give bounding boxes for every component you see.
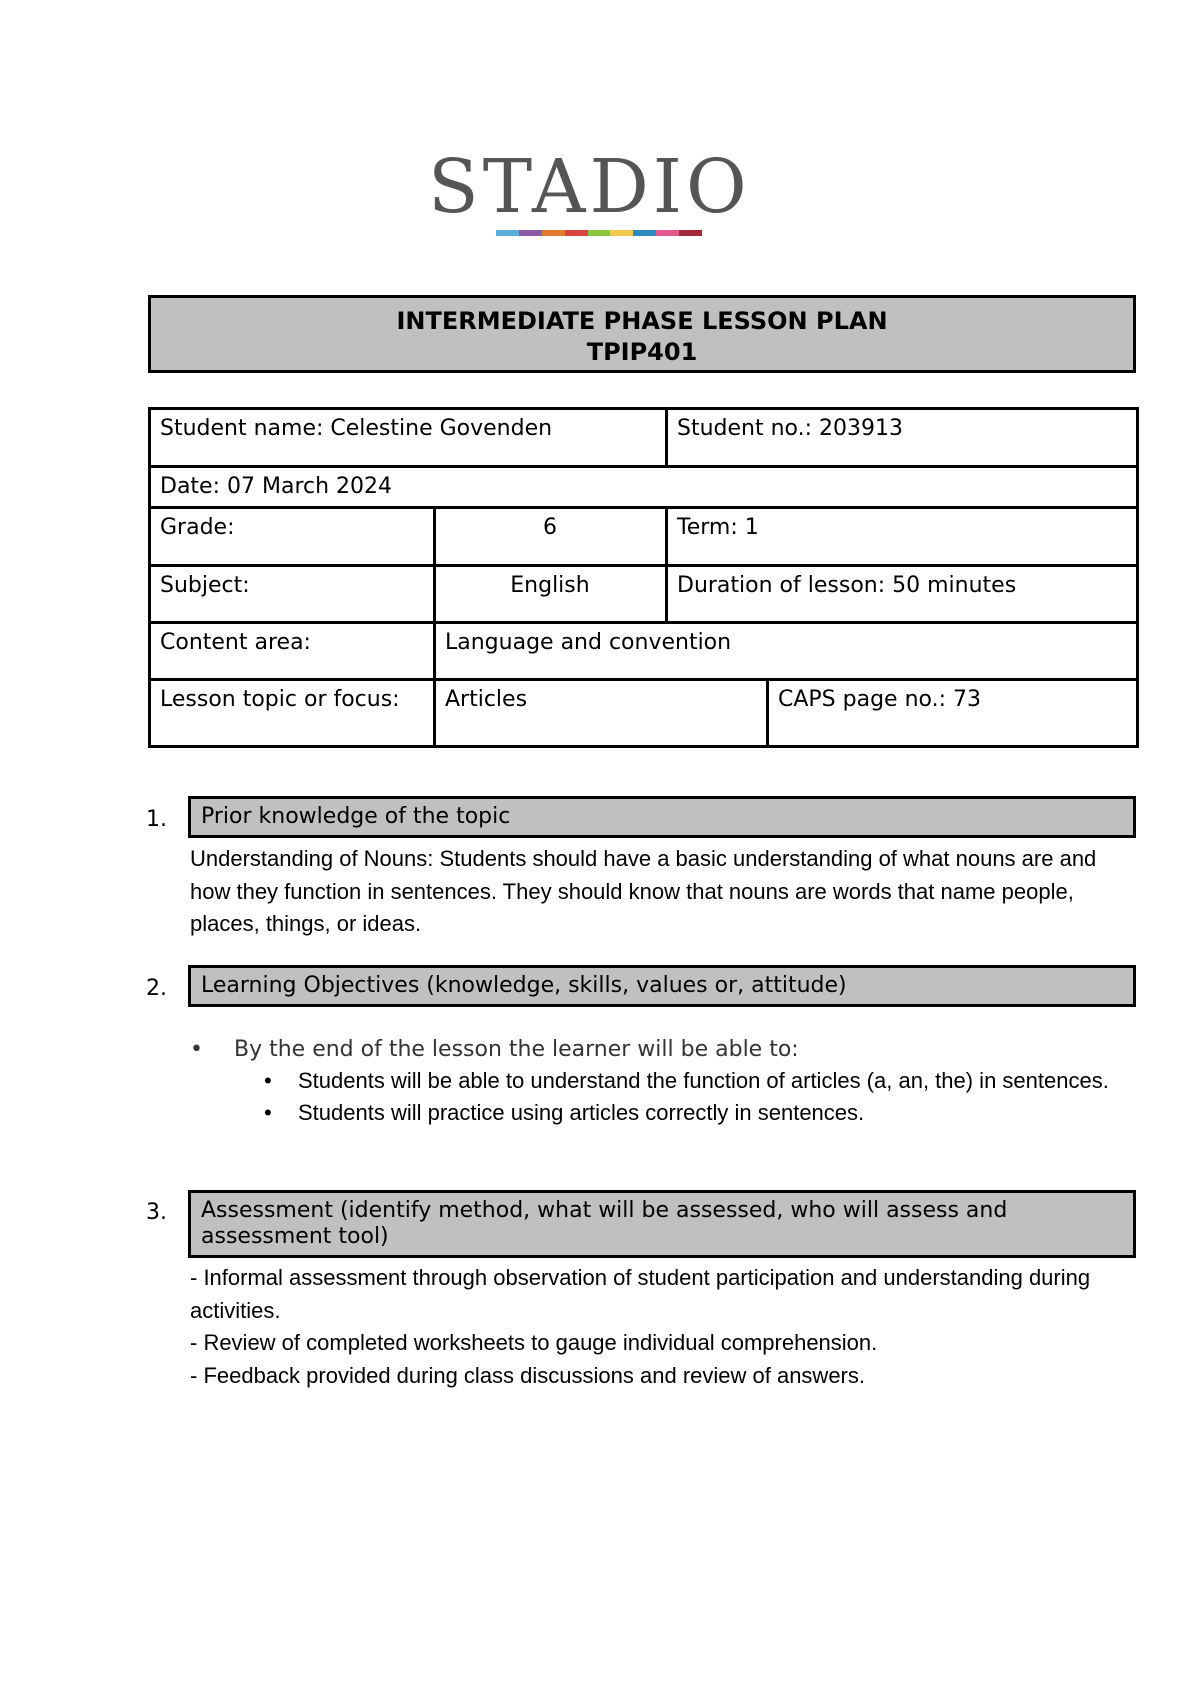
content-area-value: Language and convention xyxy=(435,623,1138,680)
duration-cell: Duration of lesson: 50 minutes xyxy=(667,566,1138,623)
lesson-topic-label: Lesson topic or focus: xyxy=(150,680,435,747)
assessment-line: - Review of completed worksheets to gauge individual comprehension. xyxy=(190,1330,878,1355)
logo-bar-segment xyxy=(519,230,542,236)
assessment-line: - Feedback provided during class discussions and review of answers. xyxy=(190,1362,865,1388)
logo-wordmark: STADIO xyxy=(428,144,751,230)
grade-value: 6 xyxy=(435,508,667,566)
document-title: INTERMEDIATE PHASE LESSON PLAN xyxy=(396,307,888,335)
lesson-topic-value: Articles xyxy=(435,680,768,747)
list-item xyxy=(190,1035,1130,1129)
logo-bar-segment xyxy=(542,230,565,236)
caps-page-cell: CAPS page no.: 73 xyxy=(768,680,1138,747)
module-code: TPIP401 xyxy=(586,338,698,366)
section-number: 1. xyxy=(146,807,167,832)
student-number-cell: Student no.: 203913 xyxy=(667,409,1138,467)
objectives-intro: By the end of the lesson the learner will be able to: xyxy=(234,1037,799,1062)
stadio-logo xyxy=(428,144,788,236)
logo-bar-segment xyxy=(496,230,519,236)
date-cell: Date: 07 March 2024 xyxy=(150,467,1138,508)
list-item: • Students will be able to understand the function of articles (a, an, the) in sentences. xyxy=(234,1065,1130,1097)
section-heading-assessment: Assessment (identify method, what will be assessed, who will assess and assessment tool) xyxy=(188,1190,1136,1258)
section-number: 2. xyxy=(146,976,167,1001)
logo-color-bar xyxy=(496,230,702,236)
section-heading-prior-knowledge: Prior knowledge of the topic xyxy=(188,796,1136,838)
section-heading-learning-objectives: Learning Objectives (knowledge, skills, values or, attitude) xyxy=(188,965,1136,1007)
prior-knowledge-text: Understanding of Nouns: Students should have a basic understanding of what nouns are and how they function in sentences. They should know that nouns are words that name people, places, things, or ideas. xyxy=(190,846,1097,936)
objectives-list xyxy=(190,1035,1130,1129)
list-item: • Students will practice using articles correctly in sentences. xyxy=(234,1097,1130,1129)
subject-label: Subject: xyxy=(150,566,435,623)
student-name-cell: Student name: Celestine Govenden xyxy=(150,409,667,467)
logo-bar-segment xyxy=(588,230,611,236)
lesson-info-table xyxy=(148,407,1139,748)
assessment-text xyxy=(190,1262,1140,1392)
section-number: 3. xyxy=(146,1200,167,1225)
document-title-box xyxy=(148,295,1136,373)
logo-bar-segment xyxy=(656,230,679,236)
term-cell: Term: 1 xyxy=(667,508,1138,566)
logo-bar-segment xyxy=(565,230,588,236)
grade-label: Grade: xyxy=(150,508,435,566)
assessment-line: - Informal assessment through observation of student participation and understanding during activities. xyxy=(190,1265,1091,1323)
logo-bar-segment xyxy=(610,230,633,236)
subject-value: English xyxy=(435,566,667,623)
objectives-sublist xyxy=(234,1065,1130,1129)
logo-bar-segment xyxy=(633,230,656,236)
content-area-label: Content area: xyxy=(150,623,435,680)
logo-bar-segment xyxy=(679,230,702,236)
